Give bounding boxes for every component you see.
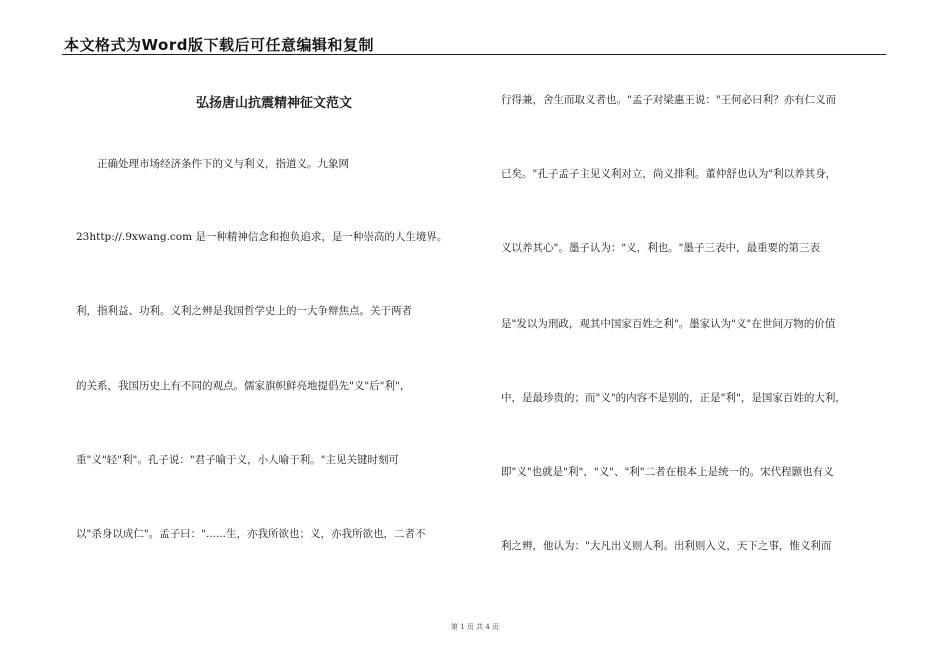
body-line: 义以养其心"。墨子认为："义，利也。"墨子三表中，最重要的第三表 bbox=[501, 242, 820, 254]
body-line: 23http://.9xwang.com 是一种精神信念和抱负追求，是一种崇高的人生境界。 bbox=[76, 231, 448, 243]
body-line: 中，是最珍贵的；而"义"的内容不是别的，正是"利"，是国家百姓的大利， bbox=[501, 392, 846, 404]
body-line: 以"杀身以成仁"。孟子曰："......生，亦我所欲也；义，亦我所欲也，二者不 bbox=[76, 528, 426, 540]
body-line: 已矣。"孔子孟子主见义利对立，尚义排利。董仲舒也认为"利以养其身， bbox=[501, 168, 837, 180]
body-line: 是"发以为刑政，观其中国家百姓之利"。墨家认为"义"在世间万物的价值 bbox=[501, 318, 836, 330]
body-line: 利之辨，他认为："大凡出义则人利。出利则入义，天下之事，惟义利而 bbox=[501, 540, 832, 552]
page-header: 本文格式为Word版下载后可任意编辑和复制 bbox=[64, 36, 374, 54]
page-number: 第 1 页 共 4 页 bbox=[450, 623, 500, 631]
document-title: 弘扬唐山抗震精神征文范文 bbox=[195, 96, 352, 111]
body-line: 即"义"也就是"利"，"义"、"利"二者在根本上是统一的。宋代程颢也有义 bbox=[501, 466, 834, 478]
body-line: 正确处理市场经济条件下的义与利义，指道义。九象网 bbox=[76, 158, 349, 170]
left-column bbox=[76, 80, 472, 540]
body-line: 利，指利益、功利。义利之辨是我国哲学史上的一大争辩焦点。关于两者 bbox=[76, 305, 412, 317]
body-line: 的关系，我国历史上有不同的观点。儒家旗帜鲜亮地提倡先"义"后"利"， bbox=[76, 380, 411, 392]
body-line: 重"义"轻"利"。孔子说："君子喻于义，小人喻于利。"主见关键时刻可 bbox=[76, 454, 399, 466]
body-line: 行得兼，舍生而取义者也。"孟子对梁惠王说："王何必曰利？亦有仁义而 bbox=[501, 94, 837, 106]
header-divider bbox=[62, 54, 886, 55]
